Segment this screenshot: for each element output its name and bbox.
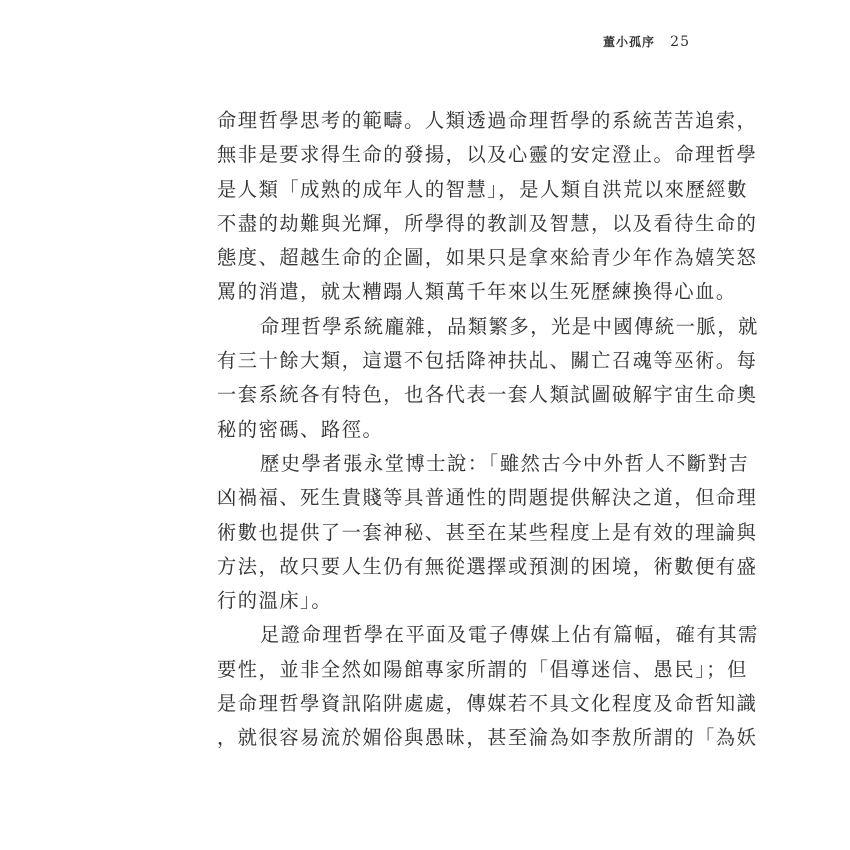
- text-line: 要性，並非全然如陽館專家所謂的「倡導迷信、愚民」；但: [217, 657, 748, 681]
- paragraph-4: [217, 618, 759, 755]
- page-number: 25: [670, 34, 690, 50]
- text-line: 有三十餘大類，這還不包括降神扶乩、關亡召魂等巫術。每: [217, 349, 758, 373]
- text-line: 凶禍福、死生貴賤等具普通性的問題提供解決之道，但命理: [217, 486, 758, 510]
- paragraph-2: [217, 310, 759, 447]
- text-line: 一套系統各有特色，也各代表一套人類試圖破解宇宙生命奧: [217, 383, 758, 407]
- text-line: 不盡的劫難與光輝，所學得的教訓及智慧，以及看待生命的: [217, 211, 758, 235]
- text-line: 是命理哲學資訊陷阱處處，傳媒若不具文化程度及命哲知識: [217, 692, 758, 716]
- paragraph-1: [217, 104, 758, 310]
- text-line: 無非是要求得生命的發揚，以及心靈的安定澄止。命理哲學: [217, 143, 758, 167]
- text-line: 行的溫床」。: [217, 589, 333, 613]
- text-line: 秘的密碼、路徑。: [217, 417, 384, 441]
- text-line: 方法，故只要人生仍有無從選擇或預測的困境，術數便有盛: [217, 554, 758, 578]
- text-line: 歷史學者張永堂博士說：「雖然古今中外哲人不斷對吉: [260, 451, 750, 475]
- text-line: 術數也提供了一套神秘、甚至在某些程度上是有效的理論與: [217, 520, 758, 544]
- text-line: ，就很容易流於媚俗與愚昧，甚至淪為如李敖所謂的「為妖: [217, 726, 758, 750]
- text-line: 罵的消遣，就太糟蹋人類萬千年來以生死歷練換得心血。: [217, 280, 737, 304]
- chapter-title: 董小孤序: [603, 35, 656, 49]
- text-line: 命理哲學思考的範疇。人類透過命理哲學的系統苦苦追索，: [217, 109, 758, 132]
- body-text: [217, 104, 759, 756]
- text-line: 命理哲學系統龐雜，品類繁多，光是中國傳統一脈，就: [260, 314, 759, 338]
- text-line: 足證命理哲學在平面及電子傳媒上佔有篇幅，確有其需: [260, 623, 759, 647]
- text-line: 態度、超越生命的企圖，如果只是拿來給青少年作為嬉笑怒: [217, 246, 758, 270]
- text-line: 是人類「成熟的成年人的智慧」，是人類自洪荒以來歷經數: [217, 177, 748, 201]
- running-header: [560, 33, 690, 50]
- paragraph-3: [217, 447, 758, 618]
